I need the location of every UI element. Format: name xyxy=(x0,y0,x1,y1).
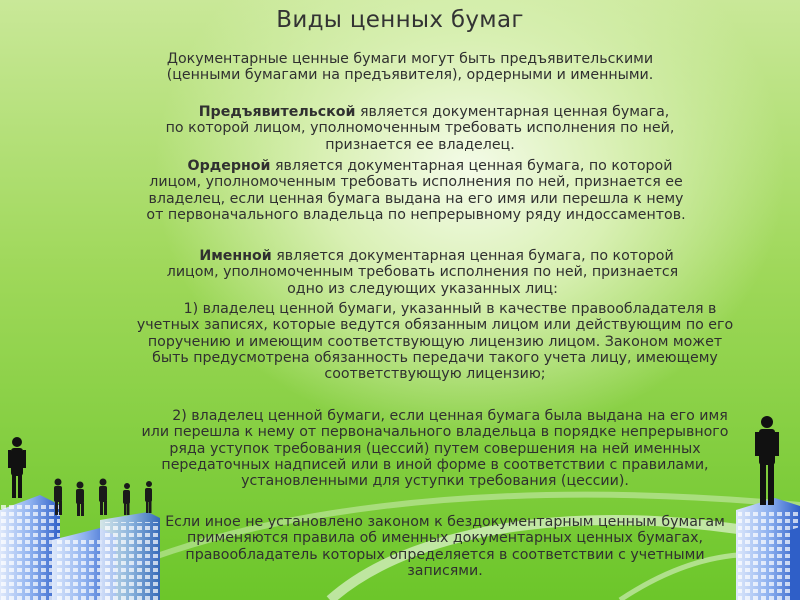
paragraph-closing: Если иное не установлено законом к бездокументарным ценным бумагам применяются правила об именных документарных ценных бумагах, правообладатель которых определяется в соответствии с учетными записями. xyxy=(165,514,725,579)
building-right xyxy=(736,498,800,600)
slide-title: Виды ценных бумаг xyxy=(276,7,524,33)
businessmen-group xyxy=(54,479,152,517)
term-order: Ордерной xyxy=(187,158,271,174)
paragraph-order-text: является документарная ценная бумага, по которой лицом, уполномоченным требовать исполнения по ней, признается ее владелец, если ценная бумага выдана на его имя или перешла к нему от первоначального владельца по непрерывному ряду индоссаментов. xyxy=(146,158,686,223)
term-bearer: Предъявительской xyxy=(198,104,356,120)
paragraph-item-1: 1) владелец ценной бумаги, указанный в качестве правообладателя в учетных записях, которые ведутся обязанным лицом или действующим по его поручению и имеющим соответствующую лицензию лицом. Законом может быть предусмотрена обязанность передачи такого учета лицу, имеющему соответствующую лицензию; xyxy=(136,301,734,383)
paragraph-bearer-text: является документарная ценная бумага, по которой лицом, уполномоченным требовать исполнения по ней, признается ее владелец. xyxy=(165,104,675,153)
paragraph-registered-text: является документарная ценная бумага, по которой лицом, уполномоченным требовать исполнения по ней, признается одно из следующих указанных лиц: xyxy=(166,248,679,297)
businessman-figure-right xyxy=(755,416,779,505)
businessman-figure-left xyxy=(8,437,26,498)
paragraph-item-2: 2) владелец ценной бумаги, если ценная бумага была выдана на его имя или перешла к нему от первоначального владельца в порядке непрерывного ряда уступок требования (цессий) путем совершения на ней именных передаточных надписей или в иной форме в соответствии с правилами, установленными для уступки требования (цессии). xyxy=(141,408,729,490)
term-registered: Именной xyxy=(199,248,272,264)
paragraph-intro: Документарные ценные бумаги могут быть предъявительскими (ценными бумагами на предъявителя), ордерными и именными. xyxy=(166,51,654,84)
